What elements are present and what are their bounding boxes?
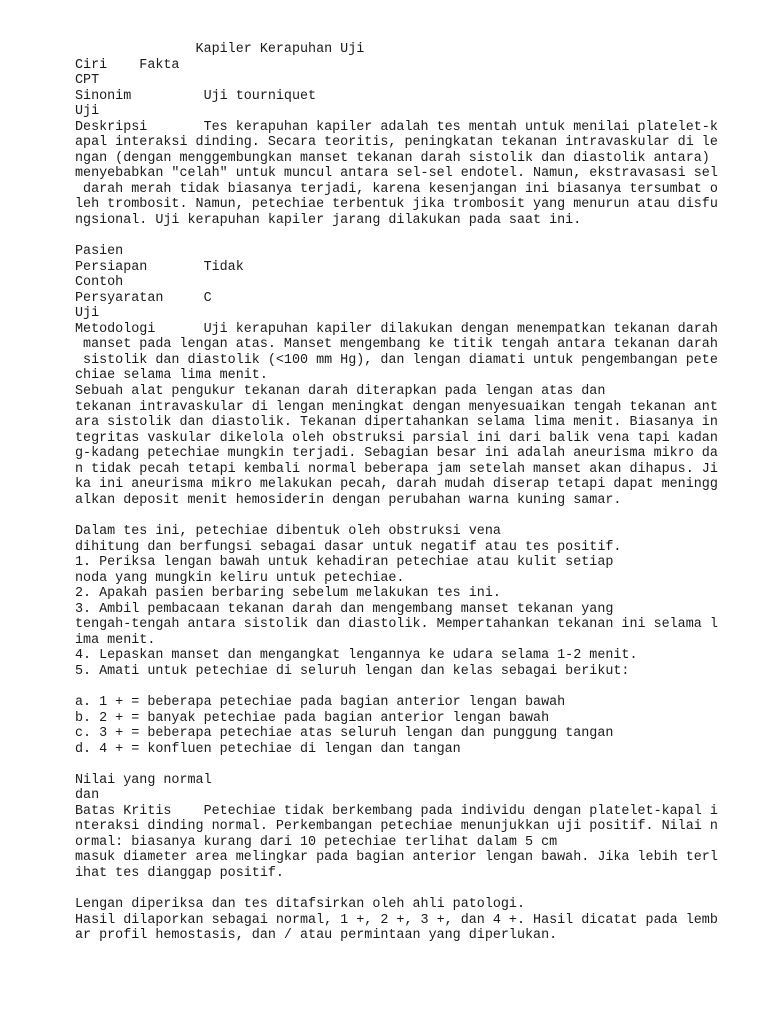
text-line: menyebabkan "celah" untuk muncul antara sel-sel endotel. Namun, ekstravasasi sel [75,166,718,182]
text-line: c. 3 + = beberapa petechiae atas seluruh lengan dan punggung tangan [75,726,614,742]
text-line [75,679,718,695]
text-line: ihat tes dianggap positif. [75,865,284,881]
text-line: 2. Apakah pasien berbaring sebelum melakukan tes ini. [75,586,501,602]
text-line: nteraksi dinding normal. Perkembangan petechiae menunjukkan uji positif. Nilai n [75,819,718,835]
text-line: sistolik dan diastolik (<100 mm Hg), dan lengan diamati untuk pengembangan pete [75,352,718,368]
text-line: dihitung dan berfungsi sebagai dasar untuk negatif atau tes positif. [75,539,622,555]
text-line: ar profil hemostasis, dan / atau permintaan yang diperlukan. [75,928,558,944]
text-line: b. 2 + = banyak petechiae pada bagian anterior lengan bawah [75,710,550,726]
text-line: 4. Lepaskan manset dan mengangkat lengannya ke udara selama 1-2 menit. [75,648,638,664]
text-line: Ciri Fakta [75,57,180,73]
text-line [75,882,718,898]
text-line: Pasien [75,244,124,260]
text-line: leh trombosit. Namun, petechiae terbentuk jika trombosit yang menurun atau disfu [75,197,718,213]
text-line: 3. Ambil pembacaan tekanan darah dan mengembang manset tekanan yang [75,601,614,617]
text-line: d. 4 + = konfluen petechiae di lengan dan tangan [75,741,461,757]
document-text [75,42,718,944]
text-line: ormal: biasanya kurang dari 10 petechiae terlihat dalam 5 cm [75,834,558,850]
text-line: ka ini aneurisma mikro melakukan pecah, darah mudah diserap tetapi dapat meningg [75,477,718,493]
text-line: manset pada lengan atas. Manset mengembang ke titik tengah antara tekanan darah [75,337,718,353]
text-line: Deskripsi Tes kerapuhan kapiler adalah tes mentah untuk menilai platelet-k [75,119,718,135]
text-line: n tidak pecah tetapi kembali normal beberapa jam setelah manset akan dihapus. Ji [75,461,718,477]
text-line: Dalam tes ini, petechiae dibentuk oleh obstruksi vena [75,523,501,539]
text-line: ngsional. Uji kerapuhan kapiler jarang dilakukan pada saat ini. [75,213,582,229]
text-line: apal interaksi dinding. Secara teoritis, peningkatan tekanan intravaskular di le [75,135,718,151]
text-line: noda yang mungkin keliru untuk petechiae. [75,570,405,586]
text-line: ngan (dengan menggembungkan manset tekanan darah sistolik dan diastolik antara) [75,150,710,166]
text-line: Sebuah alat pengukur tekanan darah diterapkan pada lengan atas dan [75,384,606,400]
text-line: g-kadang petechiae mungkin terjadi. Sebagian besar ini adalah aneurisma mikro da [75,446,718,462]
text-line: Nilai yang normal [75,772,212,788]
text-line: tegritas vaskular dikelola oleh obstruksi parsial ini dari balik vena tapi kadan [75,430,718,446]
text-line: ima menit. [75,632,156,648]
text-line: 5. Amati untuk petechiae di seluruh lengan dan kelas sebagai berikut: [75,663,630,679]
text-line: ara sistolik dan diastolik. Tekanan dipertahankan selama lima menit. Biasanya in [75,415,718,431]
text-line [75,229,718,245]
text-line: tekanan intravaskular di lengan meningkat dengan menyesuaikan tengah tekanan ant [75,399,718,415]
text-line: Batas Kritis Petechiae tidak berkembang pada individu dengan platelet-kapal i [75,803,718,819]
text-line: Persyaratan C [75,290,212,306]
text-line: Uji [75,104,100,120]
text-line: Hasil dilaporkan sebagai normal, 1 +, 2 +, 3 +, dan 4 +. Hasil dicatat pada lemb [75,912,718,928]
text-line [75,757,718,773]
text-line: a. 1 + = beberapa petechiae pada bagian anterior lengan bawah [75,694,566,710]
text-line: Sinonim Uji tourniquet [75,88,317,104]
text-line: Lengan diperiksa dan tes ditafsirkan oleh ahli patologi. [75,897,525,913]
text-line: darah merah tidak biasanya terjadi, karena kesenjangan ini biasanya tersumbat o [75,181,718,197]
text-line: tengah-tengah antara sistolik dan diastolik. Mempertahankan tekanan ini selama l [75,617,718,633]
text-line [75,508,718,524]
text-line: 1. Periksa lengan bawah untuk kehadiran petechiae atau kulit setiap [75,555,614,571]
text-line: dan [75,788,100,804]
text-line: chiae selama lima menit. [75,368,268,384]
text-line: Metodologi Uji kerapuhan kapiler dilakukan dengan menempatkan tekanan darah [75,321,718,337]
text-line: Persiapan Tidak [75,259,244,275]
text-line: Uji [75,306,100,322]
text-line: masuk diameter area melingkar pada bagian anterior lengan bawah. Jika lebih terl [75,850,718,866]
text-line: CPT [75,73,100,89]
text-line: Contoh [75,275,124,291]
text-line: alkan deposit menit hemosiderin dengan perubahan warna kuning samar. [75,492,622,508]
text-line: Kapiler Kerapuhan Uji [75,42,365,57]
